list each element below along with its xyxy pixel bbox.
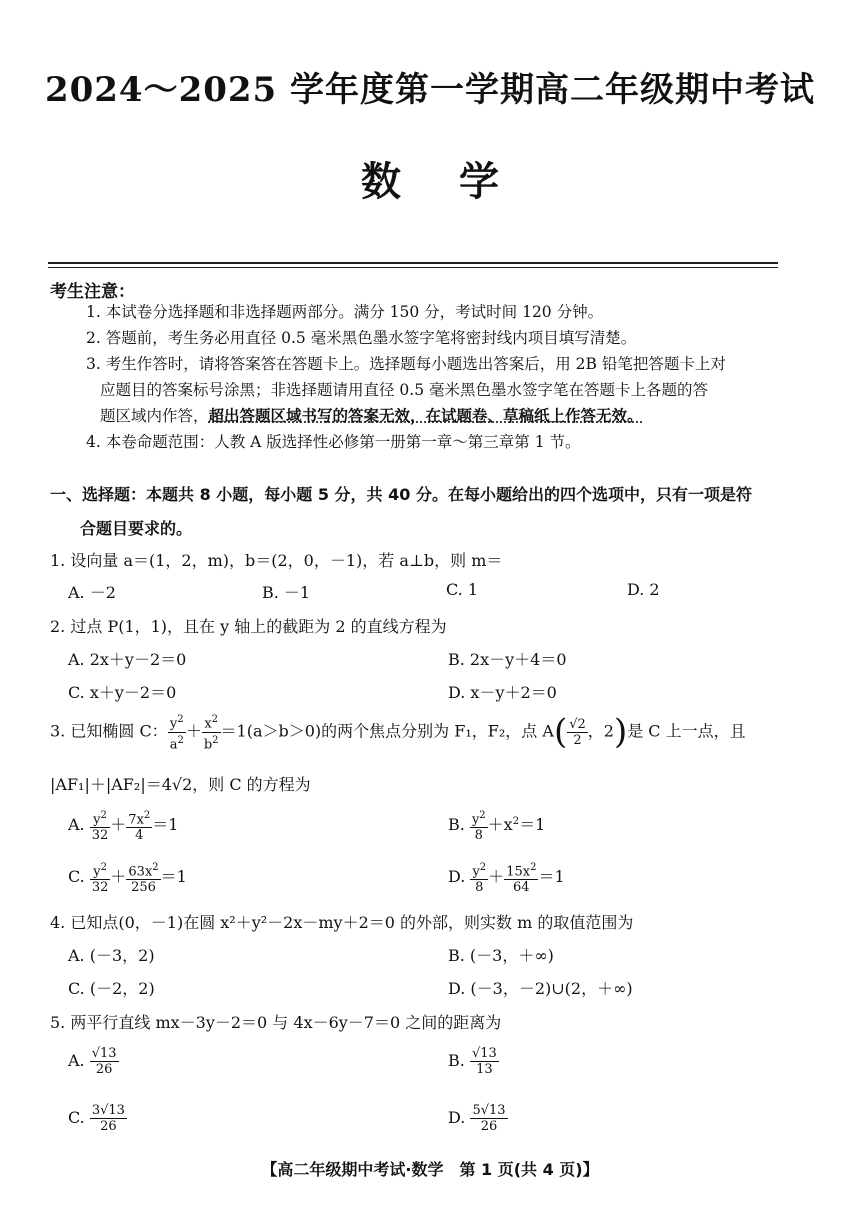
q3-option-b: B. $\frac{y^2}{8}$ $+x^2=1$ bbox=[448, 810, 546, 844]
notice-list bbox=[50, 299, 785, 455]
question-2-stem: 2. 过点 P(1，1)，且在 y 轴上的截距为 2 的直线方程为 bbox=[50, 617, 447, 636]
q4-option-c: C. (－2，2) bbox=[68, 979, 155, 998]
q3-option-a: A. $\frac{y^2}{32}$ ＋ $\frac{7x^2}{4}$ ＝1 bbox=[68, 810, 179, 844]
q5-option-b: B. $\frac{√13}{13}$ bbox=[448, 1046, 497, 1077]
question-3-stem-line2: |AF₁|＋|AF₂|＝4√2，则 C 的方程为 bbox=[50, 775, 311, 794]
page-footer: 【高二年级期中考试·数学 第 1 页(共 4 页)】 bbox=[261, 1160, 599, 1179]
question-3-stem: 3. 已知椭圆 C： $\frac{y^2}{a^2}$ ＋ $\frac{x^2}{b^2}$ ＝1(a＞b＞0)的两个焦点分别为 F₁，F₂，点 A( $\frac{√2}{2}$ ，2)是 C 上一点，且 bbox=[50, 712, 746, 752]
question-1-stem: 1. 设向量 a＝(1，2，m)，b＝(2，0，－1)，若 a⊥b，则 m＝ bbox=[50, 551, 503, 570]
notice-item-1: 1. 本试卷分选择题和非选择题两部分。满分 150 分，考试时间 120 分钟。 bbox=[86, 303, 604, 321]
q3-frac-y: $\frac{y^2}{a^2}$ bbox=[169, 714, 184, 752]
divider-line-thin bbox=[48, 267, 778, 268]
notice-item-3-cont: 应题目的答案标号涂黑；非选择题请用直径 0.5 毫米黑色墨水签字笔在答题卡上各题的答 bbox=[100, 381, 709, 399]
q4-option-d: D. (－3，－2)∪(2，＋∞) bbox=[448, 979, 633, 998]
q5-option-a: A. $\frac{√13}{26}$ bbox=[68, 1046, 117, 1077]
notice-item-4: 4. 本卷命题范围：人教 A 版选择性必修第一册第一章～第三章第 1 节。 bbox=[86, 433, 581, 451]
q3-frac-point: $\frac{√2}{2}$ bbox=[569, 716, 586, 748]
section-heading bbox=[50, 478, 795, 546]
notice-item-2: 2. 答题前，考生务必用直径 0.5 毫米黑色墨水签字笔将密封线内项目填写清楚。 bbox=[86, 329, 637, 347]
notice-item-3-end: 题区域内作答，超出答题区域书写的答案无效，在试题卷、草稿纸上作答无效。 bbox=[100, 407, 643, 425]
section-heading-line2: 合题目要求的。 bbox=[80, 519, 193, 538]
q5-option-d: D. $\frac{5√13}{26}$ bbox=[448, 1103, 506, 1134]
question-4-stem: 4. 已知点(0，－1)在圆 x²＋y²－2x－my＋2＝0 的外部，则实数 m 的取值范围为 bbox=[50, 913, 634, 932]
q1-option-c: C. 1 bbox=[446, 580, 479, 599]
q3-option-c: C. $\frac{y^2}{32}$ ＋ $\frac{63x^2}{256}$ ＝1 bbox=[68, 862, 187, 896]
q2-option-d: D. x－y＋2＝0 bbox=[448, 683, 557, 702]
q3-frac-x: $\frac{x^2}{b^2}$ bbox=[203, 714, 219, 752]
q1-option-b: B. －1 bbox=[262, 583, 311, 602]
q2-option-a: A. 2x＋y－2＝0 bbox=[68, 650, 187, 669]
q2-option-b: B. 2x－y＋4＝0 bbox=[448, 650, 567, 669]
notice-warning: 超出答题区域书写的答案无效，在试题卷、草稿纸上作答无效。 bbox=[208, 407, 643, 425]
subject-title: 数学 bbox=[361, 158, 557, 205]
section-heading-line1: 一、选择题：本题共 8 小题，每小题 5 分，共 40 分。在每小题给出的四个选项中，只有一项是符 bbox=[50, 485, 752, 504]
q5-option-c: C. $\frac{3√13}{26}$ bbox=[68, 1103, 125, 1134]
q1-option-a: A. －2 bbox=[68, 583, 116, 602]
q2-option-c: C. x＋y－2＝0 bbox=[68, 683, 177, 702]
exam-title: 2024～2025 学年度第一学期高二年级期中考试 bbox=[44, 70, 816, 110]
divider-line bbox=[48, 262, 778, 264]
notice-heading: 考生注意： bbox=[50, 282, 135, 302]
question-5-stem: 5. 两平行直线 mx－3y－2＝0 与 4x－6y－7＝0 之间的距离为 bbox=[50, 1013, 502, 1032]
q3-option-d: D. $\frac{y^2}{8}$ ＋ $\frac{15x^2}{64}$ ＝1 bbox=[448, 862, 565, 896]
q4-option-a: A. (－3，2) bbox=[68, 946, 155, 965]
notice-item-3: 3. 考生作答时，请将答案答在答题卡上。选择题每小题选出答案后，用 2B 铅笔把答题卡上对 bbox=[86, 355, 726, 373]
q4-option-b: B. (－3，＋∞) bbox=[448, 946, 554, 965]
q1-option-d: D. 2 bbox=[627, 580, 660, 599]
